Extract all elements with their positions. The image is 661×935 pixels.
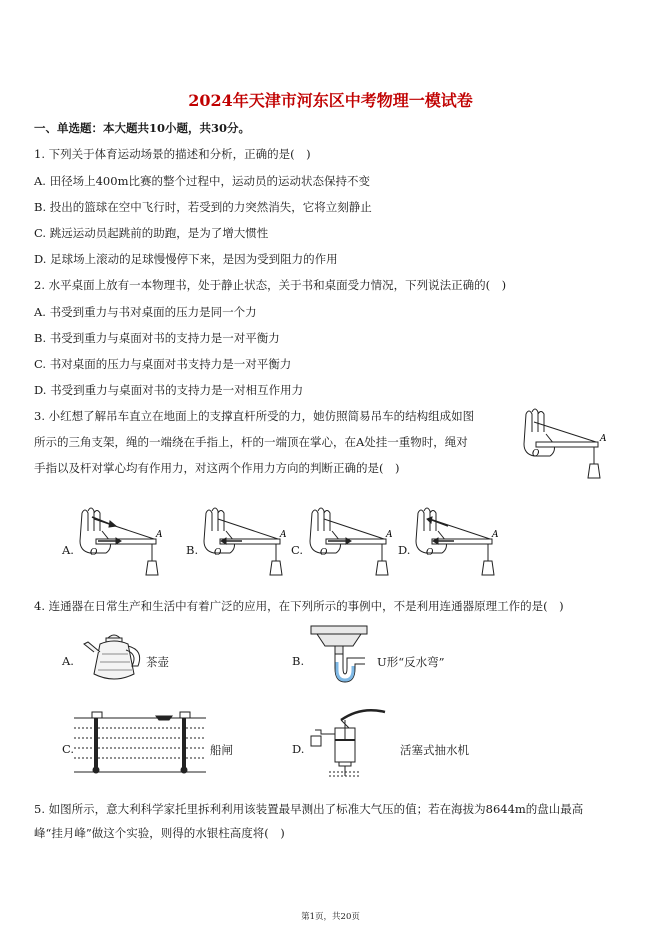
q3-opt-d-label-a: A xyxy=(492,530,499,540)
sink-trap-figure xyxy=(305,622,377,688)
q4-option-d-letter: D. xyxy=(292,742,305,756)
q3-line-2: 所示的三角支架，绳的一端绕在手指上，杆的一端顶在掌心，在A处挂一重物时，绳对 xyxy=(34,435,468,449)
q3-option-b-label: B. xyxy=(186,543,199,557)
q3-opt-a-label-a: A xyxy=(156,530,163,540)
q4-option-a-caption: 茶壶 xyxy=(146,655,169,669)
q3-line-1: 3. 小红想了解吊车直立在地面上的支撑直杆所受的力，她仿照简易吊车的结构组成如图 xyxy=(34,409,475,423)
q3-option-d-label: D. xyxy=(398,543,411,557)
q1-stem: 1. 下列关于体育运动场景的描述和分析，正确的是( ) xyxy=(34,147,311,161)
q3-opt-a-label-o: O xyxy=(90,548,98,558)
q5-line-1: 5. 如图所示，意大利科学家托里拆利利用该装置最早测出了标准大气压的值；若在海拔为8644m的盘山最高 xyxy=(34,802,584,816)
q4-stem: 4. 连通器在日常生产和生活中有着广泛的应用，在下列所示的事例中，不是利用连通器原理工作的是( ) xyxy=(34,599,564,613)
q4-option-c-caption: 船闸 xyxy=(210,743,233,757)
ship-lock-figure xyxy=(72,708,208,778)
q1-option-d: D. 足球场上滚动的足球慢慢停下来，是因为受到阻力的作用 xyxy=(34,252,338,266)
q3-option-b-figure xyxy=(196,505,291,587)
page-title: 2024年天津市河东区中考物理一模试卷 xyxy=(188,91,473,110)
q3-main-label-a: A xyxy=(600,434,607,444)
q1-option-a: A. 田径场上400m比赛的整个过程中，运动员的运动状态保持不变 xyxy=(34,174,370,188)
q3-option-d-figure xyxy=(408,505,503,587)
q3-opt-b-label-a: A xyxy=(280,530,287,540)
q4-option-b-letter: B. xyxy=(292,654,305,668)
q2-option-c: C. 书对桌面的压力与桌面对书支持力是一对平衡力 xyxy=(34,357,292,371)
q3-main-figure xyxy=(516,404,616,494)
q3-option-a-label: A. xyxy=(62,543,74,557)
q5-line-2: 峰“挂月峰”做这个实验，则得的水银柱高度将( ) xyxy=(34,826,285,840)
q3-main-label-o: O xyxy=(532,449,540,459)
q2-option-b: B. 书受到重力与桌面对书的支持力是一对平衡力 xyxy=(34,331,280,345)
q4-option-a-letter: A. xyxy=(62,654,74,668)
q2-stem: 2. 水平桌面上放有一本物理书，处于静止状态，关于书和桌面受力情况，下列说法正确的( ) xyxy=(34,278,507,292)
q4-option-d-caption: 活塞式抽水机 xyxy=(400,743,469,757)
q3-opt-d-label-o: O xyxy=(426,548,434,558)
q2-option-a: A. 书受到重力与书对桌面的压力是同一个力 xyxy=(34,305,257,319)
q1-option-b: B. 投出的篮球在空中飞行时，若受到的力突然消失，它将立刻静止 xyxy=(34,200,372,214)
q3-option-c-label: C. xyxy=(291,543,304,557)
q3-option-a-figure xyxy=(72,505,167,587)
q1-option-c: C. 跳远运动员起跳前的助跑，是为了增大惯性 xyxy=(34,226,269,240)
q3-line-3: 手指以及杆对掌心均有作用力，对这两个作用力方向的判断正确的是( ) xyxy=(34,461,400,475)
q2-option-d: D. 书受到重力与桌面对书的支持力是一对相互作用力 xyxy=(34,383,304,397)
teapot-figure xyxy=(80,630,146,690)
q3-opt-c-label-a: A xyxy=(386,530,393,540)
q4-option-b-caption: U形“反水弯” xyxy=(377,655,445,669)
q3-opt-c-label-o: O xyxy=(320,548,328,558)
page-footer: 第1页，共20页 xyxy=(301,912,360,922)
q3-option-c-figure xyxy=(302,505,397,587)
piston-pump-figure xyxy=(305,706,397,778)
section-header: 一、单选题：本大题共10小题，共30分。 xyxy=(34,121,251,135)
q4-option-c-letter: C. xyxy=(62,742,75,756)
q3-opt-b-label-o: O xyxy=(214,548,222,558)
